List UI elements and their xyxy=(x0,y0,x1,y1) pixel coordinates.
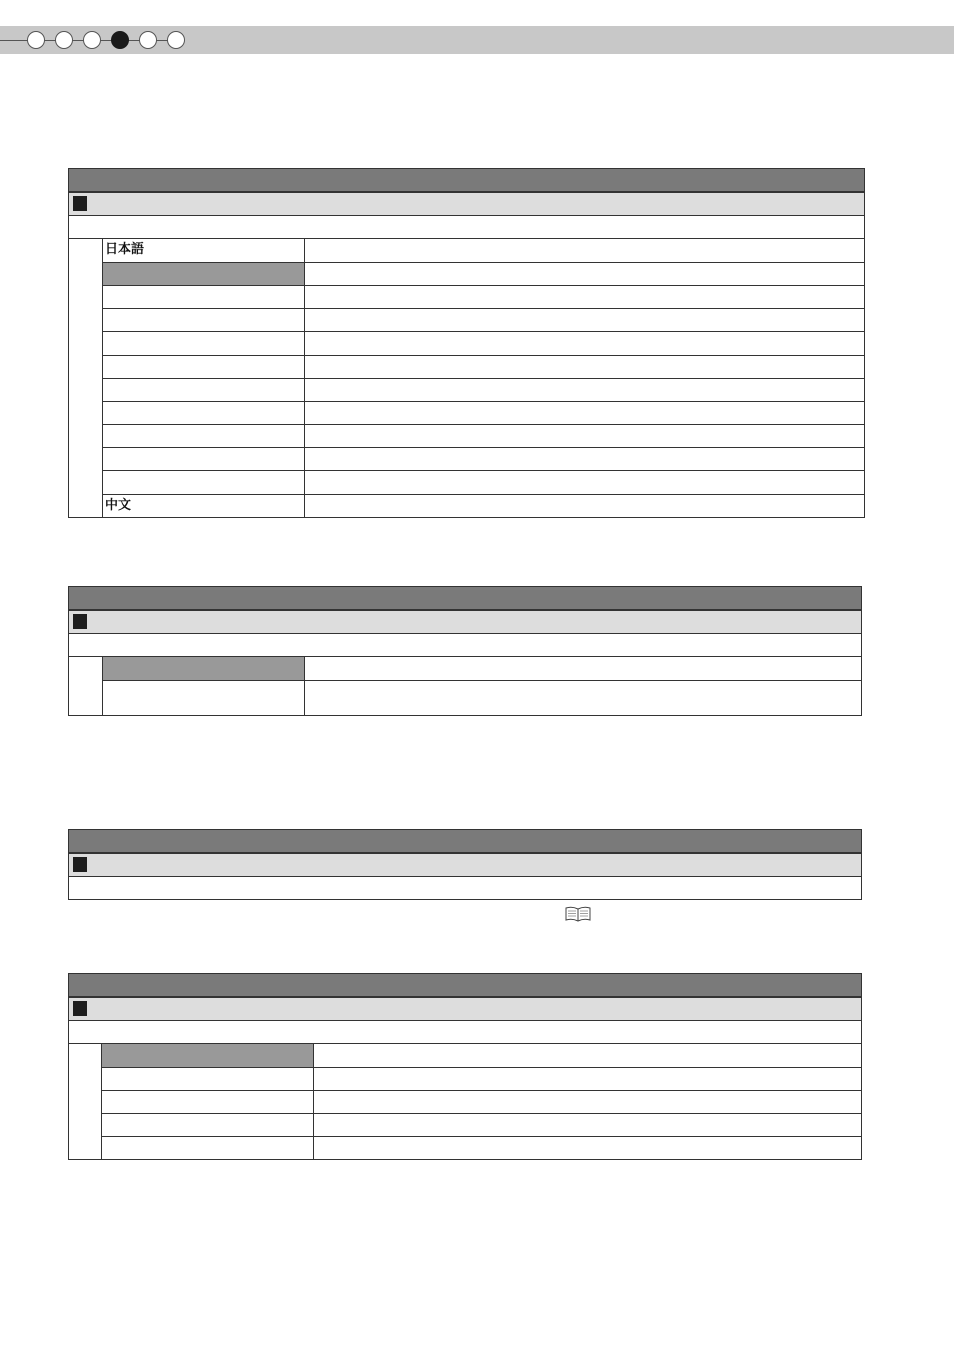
table-description-row xyxy=(68,633,862,657)
step-indicator-3 xyxy=(83,31,101,49)
table-subheading xyxy=(68,610,862,634)
section-marker-icon xyxy=(73,1001,87,1016)
step-indicator-2 xyxy=(55,31,73,49)
table-subheading xyxy=(68,997,862,1021)
table-title-bar xyxy=(68,586,862,610)
book-reference-icon xyxy=(565,906,591,922)
option-label-japanese: 日本語 xyxy=(105,242,145,257)
table-subheading xyxy=(68,192,865,216)
table-description-row xyxy=(68,876,862,900)
table-title-bar xyxy=(68,168,865,192)
table-description-row xyxy=(68,1020,862,1044)
option-label-default xyxy=(103,657,304,680)
table-title-bar xyxy=(68,829,862,853)
options-grid xyxy=(68,1043,862,1160)
options-grid xyxy=(68,238,865,518)
step-indicator-6 xyxy=(167,31,185,49)
step-indicator-4-active xyxy=(111,31,129,49)
option-label-chinese: 中文 xyxy=(105,498,132,513)
option-label-default xyxy=(102,1044,313,1067)
step-indicator-1 xyxy=(27,31,45,49)
step-indicator-5 xyxy=(139,31,157,49)
table-description-row xyxy=(68,215,865,239)
table-title-bar xyxy=(68,973,862,997)
section-marker-icon xyxy=(73,614,87,629)
option-label xyxy=(103,681,304,715)
table-subheading xyxy=(68,853,862,877)
options-grid xyxy=(68,656,862,716)
option-label-default xyxy=(103,263,304,285)
section-marker-icon xyxy=(73,857,87,872)
section-marker-icon xyxy=(73,196,87,211)
